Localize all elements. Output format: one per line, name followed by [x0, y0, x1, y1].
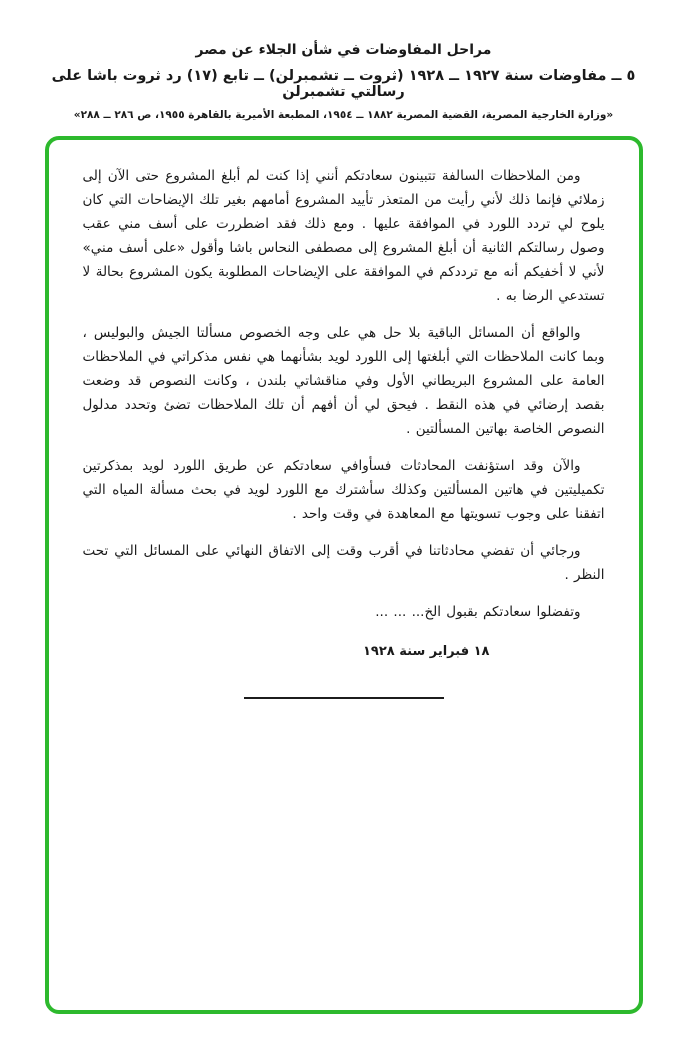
- document-subtitle: ٥ ــ مفاوضات سنة ١٩٢٧ ــ ١٩٢٨ (ثروت ــ تشمبرلن) ــ تابع (١٧) رد ثروت باشا على رسالتي تشمبرلن: [51, 68, 636, 100]
- letter-paragraph-1: ومن الملاحظات السالفة تتبينون سعادتكم أنني إذا كنت لم أبلغ المشروع حتى الآن إلى زملائي فإنما ذلك لأني رأيت من المتعذر تأييد المشروع أمامهم بغير تلك الإيضاحات التي كان يلوح لي تردد اللورد في الموافقة عليها . ومع ذلك فقد اضطررت على أسف مني عقب وصول رسالتكم الثانية أن أبلغ المشروع إلى مصطفى النحاس باشا وأقول «على أسف مني» لأني لا أخفيكم أنه مع ترددكم في الموافقة على الإيضاحات المطلوبة يكون المشروع بحالة لا تستدعي الرضا به .: [82, 168, 605, 304]
- letter-box: [45, 136, 643, 1014]
- letter-paragraph-4: ورجائي أن تفضي محادثاتنا في أقرب وقت إلى الاتفاق النهائي على المسائل التي تحت النظر .: [82, 543, 605, 583]
- letter-paragraph-3: والآن وقد استؤنفت المحادثات فسأوافي سعادتكم عن طريق اللورد لويد بمذكرتين تكميليتين في هاتين المسألتين وكذلك سأشترك مع اللورد لويد في بحث مسألة المياه التي اتفقنا على وجوب تسويتها مع المعاهدة في وقت واحد .: [82, 458, 605, 522]
- document-title: مراحل المفاوضات في شأن الجلاء عن مصر: [195, 42, 492, 58]
- letter-date: ١٨ فبراير سنة ١٩٢٨: [362, 644, 490, 659]
- letter-paragraph-2: والواقع أن المسائل الباقية بلا حل هي على وجه الخصوص مسألتا الجيش والبوليس ، وبما كانت الملاحظات التي أبلغتها إلى اللورد لويد بشأنهما هي نفس مذكراتي في الملاحظات العامة على المشروع البريطاني الأول وفي مناقشاتي بلندن ، وكانت النصوص قد وضعت بقصد إرضائي في هذه النقط . فيحق لي أن أفهم أن تلك الملاحظات تضئ وتحدد مدلول النصوص الخاصة بهاتين المسألتين .: [82, 325, 605, 437]
- document-source-citation: «وزارة الخارجية المصرية، القضية المصرية ١٨٨٢ ــ ١٩٥٤، المطبعة الأميرية بالقاهرة ١٩٥٥، ص ٢٨٦ ــ ٢٨٨»: [73, 109, 614, 121]
- letter-divider-line: [244, 697, 444, 699]
- document-header: [0, 0, 687, 121]
- letter-closing-line: وتفضلوا سعادتكم بقبول الخ... ... ...: [375, 604, 581, 620]
